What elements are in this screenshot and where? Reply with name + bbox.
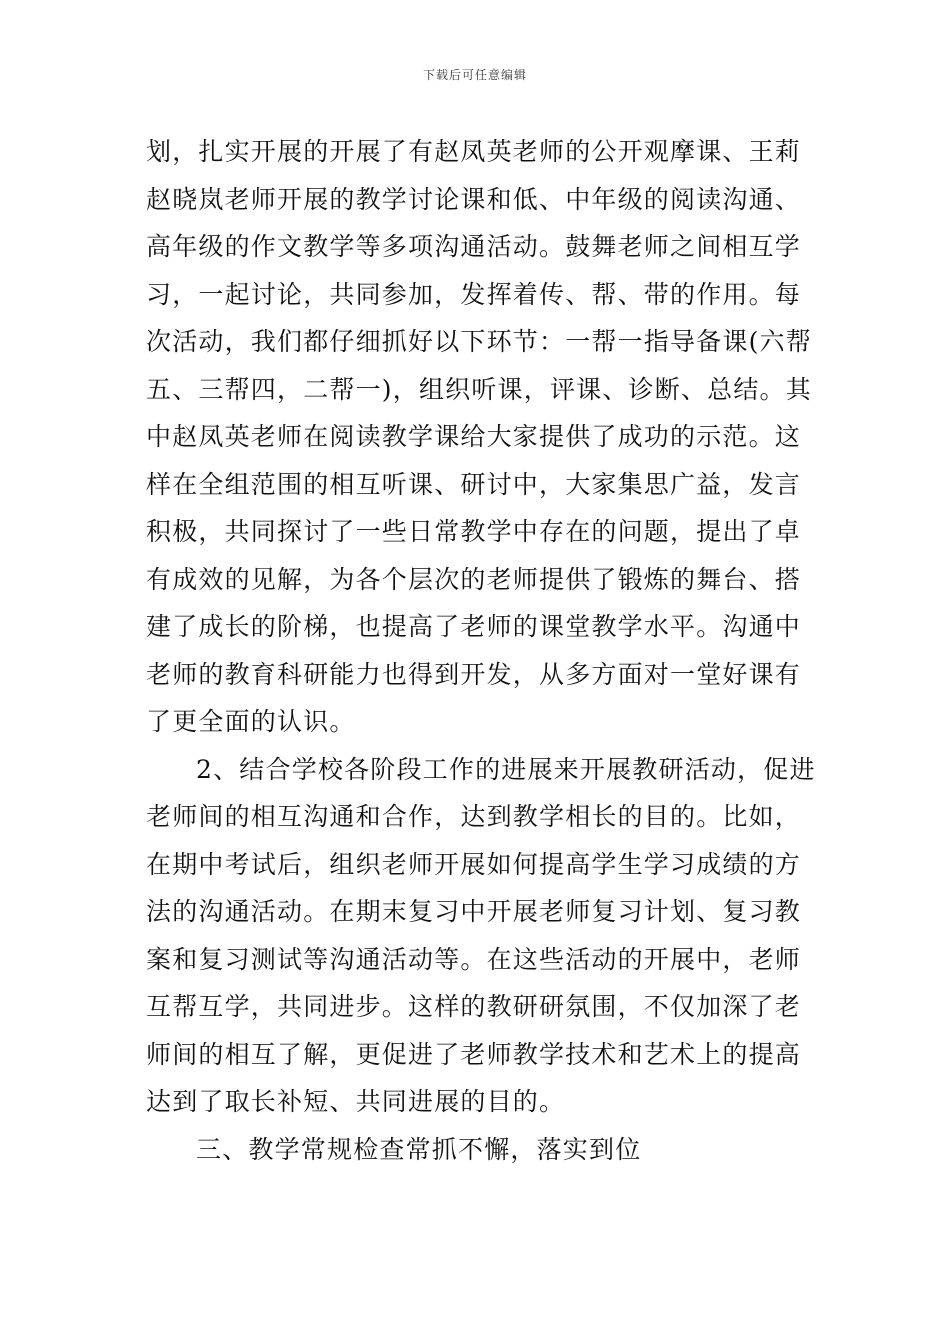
text-line: 互帮互学，共同进步。这样的教研研氛围，不仅加深了老 [146,992,802,1021]
text-line: 老师的教育科研能力也得到开发，从多方面对一堂好课有 [146,659,802,689]
text-line: 老师间的相互沟通和合作，达到教学相长的目的。比如， [146,802,802,831]
text-line: 习，一起讨论，共同参加，发挥着传、帮、带的作用。每 [146,279,802,309]
text-line: 有成效的见解，为各个层次的老师提供了锻炼的舞台、搭 [146,564,802,594]
text-line: 建了成长的阶梯，也提高了老师的课堂教学水平。沟通中 [146,612,802,641]
page-header: 下载后可任意编辑 [422,68,527,82]
text-line: 法的沟通活动。在期末复习中开展老师复习计划、复习教 [146,897,802,926]
paragraph-1 [146,128,812,746]
text-line: 赵晓岚老师开展的教学讨论课和低、中年级的阅读沟通、 [146,184,802,214]
heading-line: 三、教学常规检查常抓不懈，落实到位 [196,1134,642,1164]
text-line: 划，扎实开展的开展了有赵凤英老师的公开观摩课、王莉 [146,137,802,166]
paragraph-2 [146,746,816,1126]
document-body [146,128,816,1173]
text-line: 高年级的作文教学等多项沟通活动。鼓舞老师之间相互学 [146,232,802,261]
text-line: 在期中考试后，组织老师开展如何提高学生学习成绩的方 [146,849,802,879]
text-line: 案和复习测试等沟通活动等。在这些活动的开展中，老师 [146,944,802,974]
text-line: 2、结合学校各阶段工作的进展来开展教研活动，促进 [196,754,816,784]
text-line: 积极，共同探讨了一些日常教学中存在的问题，提出了卓 [146,517,802,546]
text-line: 次活动，我们都仔细抓好以下环节：一帮一指导备课(六帮 [146,327,812,356]
text-line: 样在全组范围的相互听课、研讨中，大家集思广益，发言 [146,469,802,499]
text-line: 五、三帮四，二帮一)，组织听课，评课、诊断、总结。其 [146,374,812,404]
text-line: 中赵凤英老师在阅读教学课给大家提供了成功的示范。这 [146,422,802,451]
text-line: 师间的相互了解，更促进了老师教学技术和艺术上的提高 [146,1039,802,1069]
text-line: 了更全面的认识。 [146,707,356,736]
text-line: 达到了取长补短、共同进展的目的。 [146,1087,566,1116]
section-heading [146,1126,808,1174]
